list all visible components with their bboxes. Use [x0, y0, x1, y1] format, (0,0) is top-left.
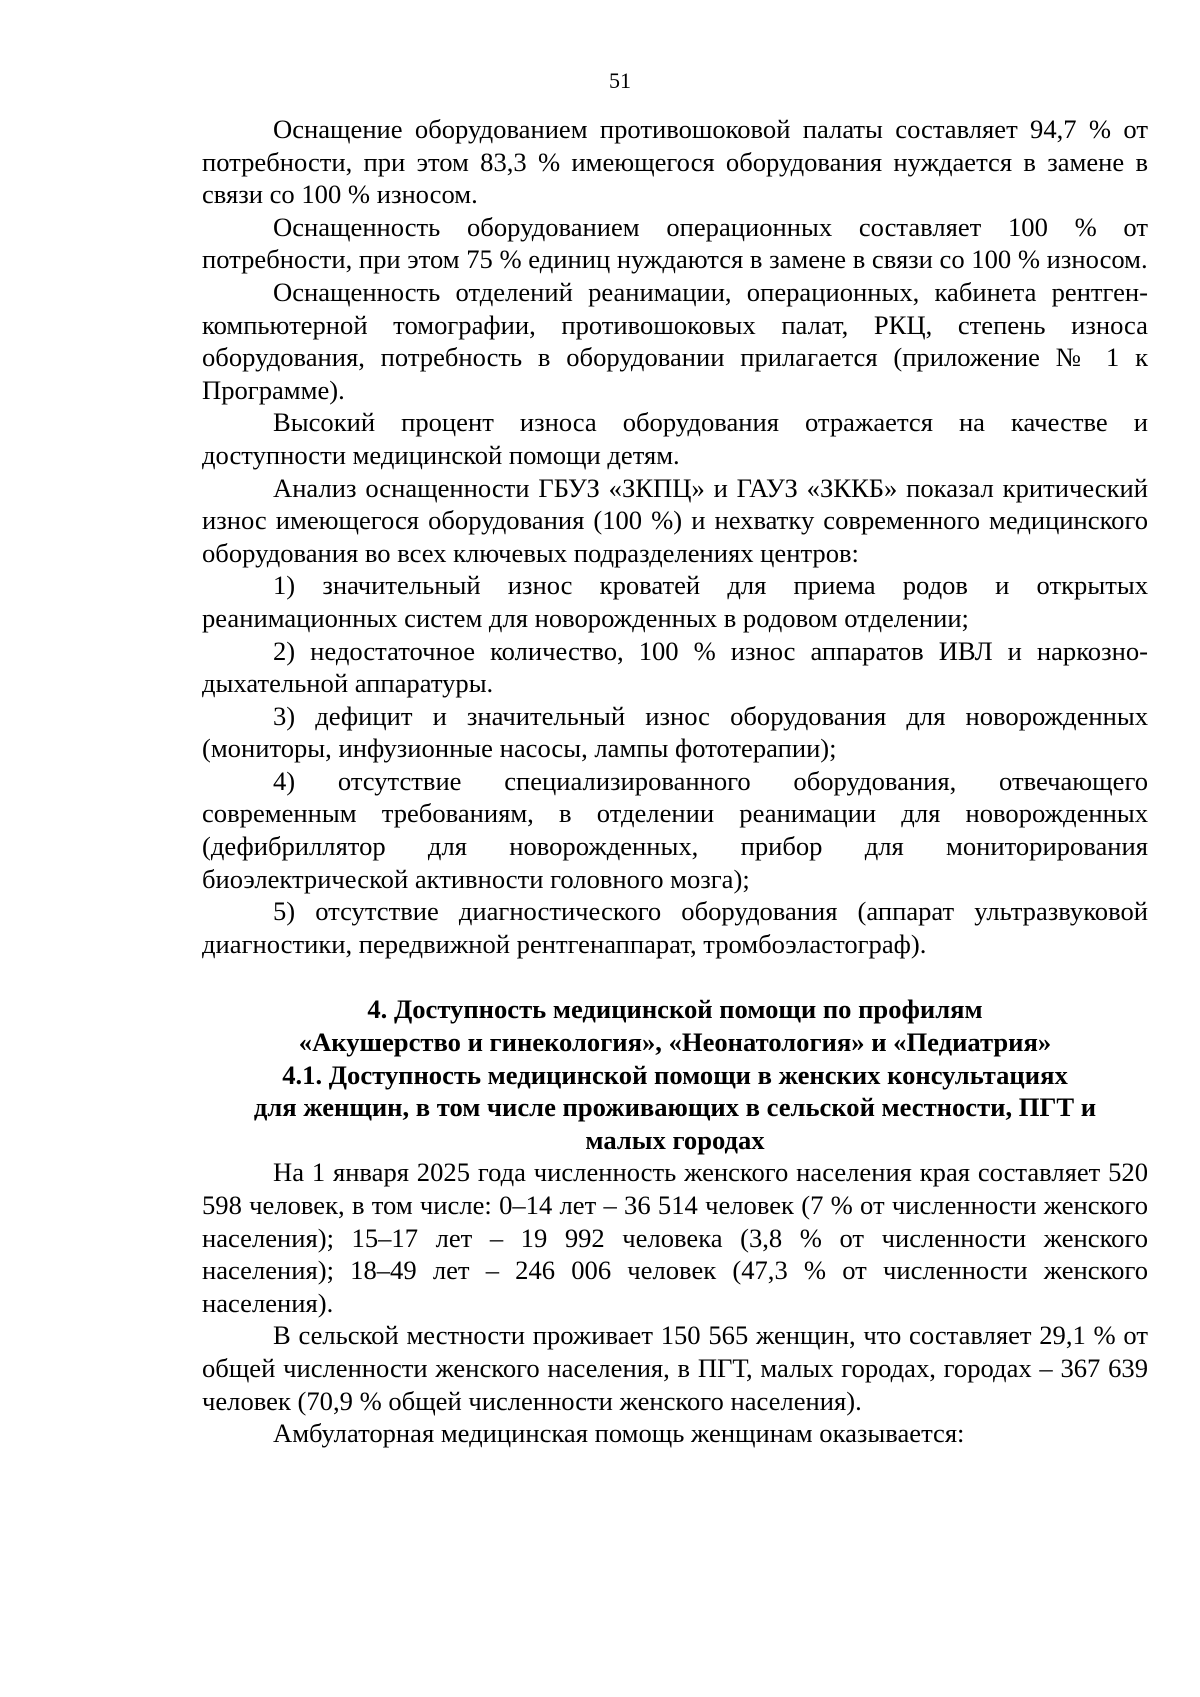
paragraph: В сельской местности проживает 150 565 женщин, что составляет 29,1 % от общей численности женского населения, в ПГТ, малых городах, городах – 367 639 человек (70,9 % общей численности женского населения). [202, 1320, 1148, 1416]
section-heading [202, 993, 1148, 1058]
subsection-heading-line: 4.1. Доступность медицинской помощи в женских консультациях [282, 1059, 1068, 1090]
subsection-heading-line: для женщин, в том числе проживающих в сельской местности, ПГТ и [253, 1092, 1097, 1123]
paragraph: Оснащенность оборудованием операционных составляет 100 % от потребности, при этом 75 % единиц нуждаются в замене в связи со 100 % износом. [202, 211, 1148, 275]
paragraph: Оснащение оборудованием противошоковой палаты составляет 94,7 % от потребности, при этом 83,3 % имеющегося оборудования нуждается в замене в связи со 100 % износом. [202, 114, 1148, 210]
paragraph: Амбулаторная медицинская помощь женщинам оказывается: [273, 1418, 965, 1449]
paragraph: Высокий процент износа оборудования отражается на качестве и доступности медицинской помощи детям. [202, 407, 1148, 470]
list-item: 3) дефицит и значительный износ оборудования для новорожденных (мониторы, инфузионные насосы, лампы фототерапии); [202, 700, 1148, 764]
section-heading-line: 4. Доступность медицинской помощи по профилям [367, 994, 983, 1025]
list-item: 2) недостаточное количество, 100 % износ аппаратов ИВЛ и наркозно-дыхательной аппаратуры. [202, 635, 1148, 699]
paragraph: На 1 января 2025 года численность женского населения края составляет 520 598 человек, в том числе: 0–14 лет – 36 514 человек (7 % от численности женского населения); 15–17 лет – 19 992 человека (3,8 % от численности женского населения); 18–49 лет – 246 006 человек (47,3 % от численности женского населения). [202, 1157, 1148, 1318]
spacer [202, 960, 1148, 993]
list-item: 4) отсутствие специализированного оборудования, отвечающего современным требованиям, в отделении реанимации для новорожденных (дефибриллятор для новорожденных, прибор для мониторирования биоэлектрической активности головного мозга); [202, 765, 1148, 894]
paragraph: Оснащенность отделений реанимации, операционных, кабинета рентген-компьютерной томографии, противошоковых палат, РКЦ, степень износа оборудования, потребность в оборудовании прилагается (приложение № 1 к Программе). [202, 276, 1148, 405]
page-number: 51 [609, 68, 631, 93]
paragraph: Анализ оснащенности ГБУЗ «ЗКПЦ» и ГАУЗ «ЗККБ» показал критический износ имеющегося оборудования (100 %) и нехватку современного медицинского оборудования во всех ключевых подразделениях центров: [202, 472, 1148, 568]
document-body [202, 113, 1148, 1450]
list-item: 5) отсутствие диагностического оборудования (аппарат ультразвуковой диагностики, передвижной рентгенаппарат, тромбоэластограф). [202, 896, 1148, 959]
subsection-heading-line: малых городах [585, 1124, 765, 1155]
list-item: 1) значительный износ кроватей для приема родов и открытых реанимационных систем для новорожденных в родовом отделении; [202, 570, 1148, 633]
subsection-heading [202, 1059, 1148, 1157]
section-heading-line: «Акушерство и гинекология», «Неонатология» и «Педиатрия» [298, 1027, 1052, 1058]
